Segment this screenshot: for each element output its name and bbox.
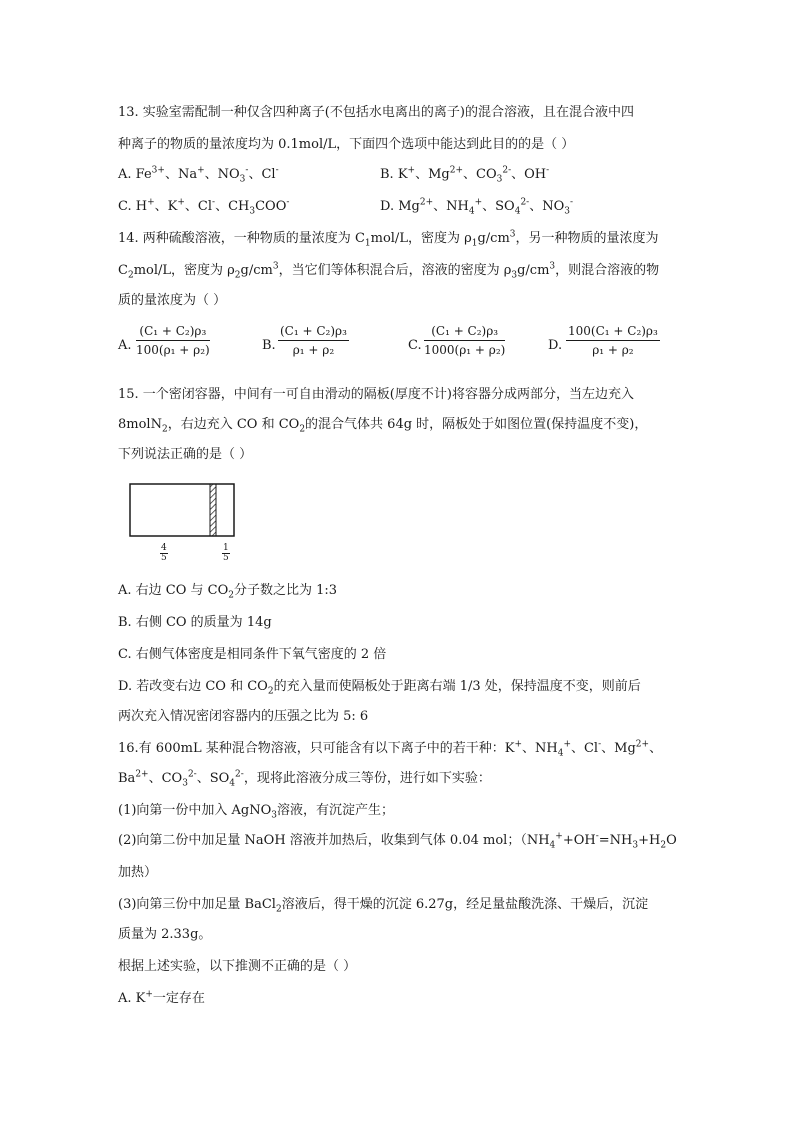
q13-option-d[interactable]: D. $Mg^{2+}$、$NH_4^+$、$SO_4^{2-}$、$NO_3^-$ <box>380 197 574 217</box>
q15-option-b[interactable]: B. 右侧 CO 的质量为 14g <box>118 615 272 630</box>
q13-option-c[interactable]: C. H+、K+、Cl-、$CH_3COO^-$ <box>118 197 290 217</box>
q14-option-d-numerator: 100(C₁ + C₂)ρ₃ <box>566 324 660 341</box>
q15-option-d[interactable]: D. 若改变右边 CO 和 $CO_2$的充入量而使隔板处于距离右端 1/3 处，保持温度不变，则前后 <box>118 679 641 697</box>
q16-option-a[interactable]: A. K+一定存在 <box>118 989 205 1006</box>
q16-stem-line2: $Ba^{2+}$、$CO_3^{2-}$、$SO_4^{2-}$，现将此溶液分成三等份，进行如下实验： <box>118 769 491 789</box>
q16-step2-line2: 加热） <box>118 865 158 880</box>
fig-label-right-fraction: 1 5 <box>223 543 229 563</box>
q14-option-c-label[interactable]: C. <box>408 338 422 353</box>
q14-stem-line3: 质的量浓度为（ ） <box>118 293 227 308</box>
q15-stem-line3: 下列说法正确的是（ ） <box>118 447 253 462</box>
q14-option-d-denominator: ρ₁ + ρ₂ <box>592 343 634 357</box>
q14-option-d-fraction <box>566 324 660 357</box>
q14-option-b-numerator: (C₁ + C₂)ρ₃ <box>278 324 349 341</box>
q14-option-b-denominator: ρ₁ + ρ₂ <box>292 343 335 357</box>
q14-option-c-denominator: 1000(ρ₁ + ρ₂) <box>424 343 506 357</box>
q16-step2: (2)向第二份中加足量 NaOH 溶液并加热后，收集到气体 0.04 mol；（$NH_4^++OH^-=NH_3+H_2O$ <box>118 831 677 851</box>
container-outline <box>130 484 234 536</box>
q16-step1: (1)向第一份中加入 AgNO$_3$溶液，有沉淀产生； <box>118 803 395 821</box>
q13-stem-line2: 种离子的物质的量浓度均为 0.1mol/L，下面四个选项中能达到此目的的是（ ） <box>118 137 575 152</box>
q16-step3-line2: 质量为 2.33g。 <box>118 927 212 942</box>
q14-option-a-numerator: (C₁ + C₂)ρ₃ <box>136 324 210 341</box>
q13-option-b[interactable]: B. K+、$Mg^{2+}$、$CO_3^{2-}$、OH- <box>380 165 550 185</box>
q15-stem-line2: 8molN$_2$，右边充入 CO 和 $CO_2$的混合气体共 64g 时，隔板处于如图位置(保持温度不变)， <box>118 417 648 435</box>
q16-stem-line1: 16.有 600mL 某种混合物溶液，只可能含有以下离子中的若干种：K+、$NH_4^+$、Cl-、$Mg^{2+}$、 <box>118 739 663 759</box>
q14-option-d-label[interactable]: D. <box>548 338 563 353</box>
q15-stem-line1: 15. 一个密闭容器，中间有一可自由滑动的隔板(厚度不计)将容器分成两部分，当左边充入 <box>118 387 634 402</box>
q16-step3: (3)向第三份中加足量 BaCl$_2$溶液后，得干燥的沉淀 6.27g，经足量盐酸洗涤、干燥后，沉淀 <box>118 897 649 915</box>
q14-option-b-label[interactable]: B. <box>262 338 276 353</box>
q14-option-a-label[interactable]: A. <box>118 338 132 353</box>
q14-stem-line2: $C_2mol/L$，密度为 $\rho_2g/cm^3$，当它们等体积混合后，溶液的密度为 $\rho_3g/cm^3$，则混合溶液的物 <box>118 261 660 281</box>
q14-option-a-denominator: 100(ρ₁ + ρ₂) <box>136 343 210 357</box>
q15-option-d-line2: 两次充入情况密闭容器内的压强之比为 5: 6 <box>118 709 369 724</box>
q15-option-c[interactable]: C. 右侧气体密度是相同条件下氧气密度的 2 倍 <box>118 647 387 662</box>
fig-label-left-fraction: 4 5 <box>161 543 167 563</box>
q14-option-b-fraction <box>278 324 349 357</box>
q13-option-a[interactable]: A. $Fe^{3+}$、Na+、$NO_3^-$、Cl- <box>118 165 279 185</box>
q16-question: 根据上述实验，以下推测不正确的是（ ） <box>118 959 357 974</box>
container-diagram <box>126 480 240 542</box>
q13-stem-line1: 13. 实验室需配制一种仅含四种离子(不包括水电离出的离子)的混合溶液，且在混合液中四 <box>118 105 634 120</box>
q14-option-a-fraction <box>136 324 210 357</box>
partition-divider[interactable] <box>210 484 216 536</box>
q14-option-c-numerator: (C₁ + C₂)ρ₃ <box>424 324 505 341</box>
q14-stem-line1: 14. 两种硫酸溶液，一种物质的量浓度为 $C_1mol/L$，密度为 $\rho_1g/cm^3$，另一种物质的量浓度为 <box>118 229 659 249</box>
q14-option-c-fraction <box>424 324 505 357</box>
q15-option-a[interactable]: A. 右边 CO 与 $CO_2$分子数之比为 1:3 <box>118 583 338 601</box>
